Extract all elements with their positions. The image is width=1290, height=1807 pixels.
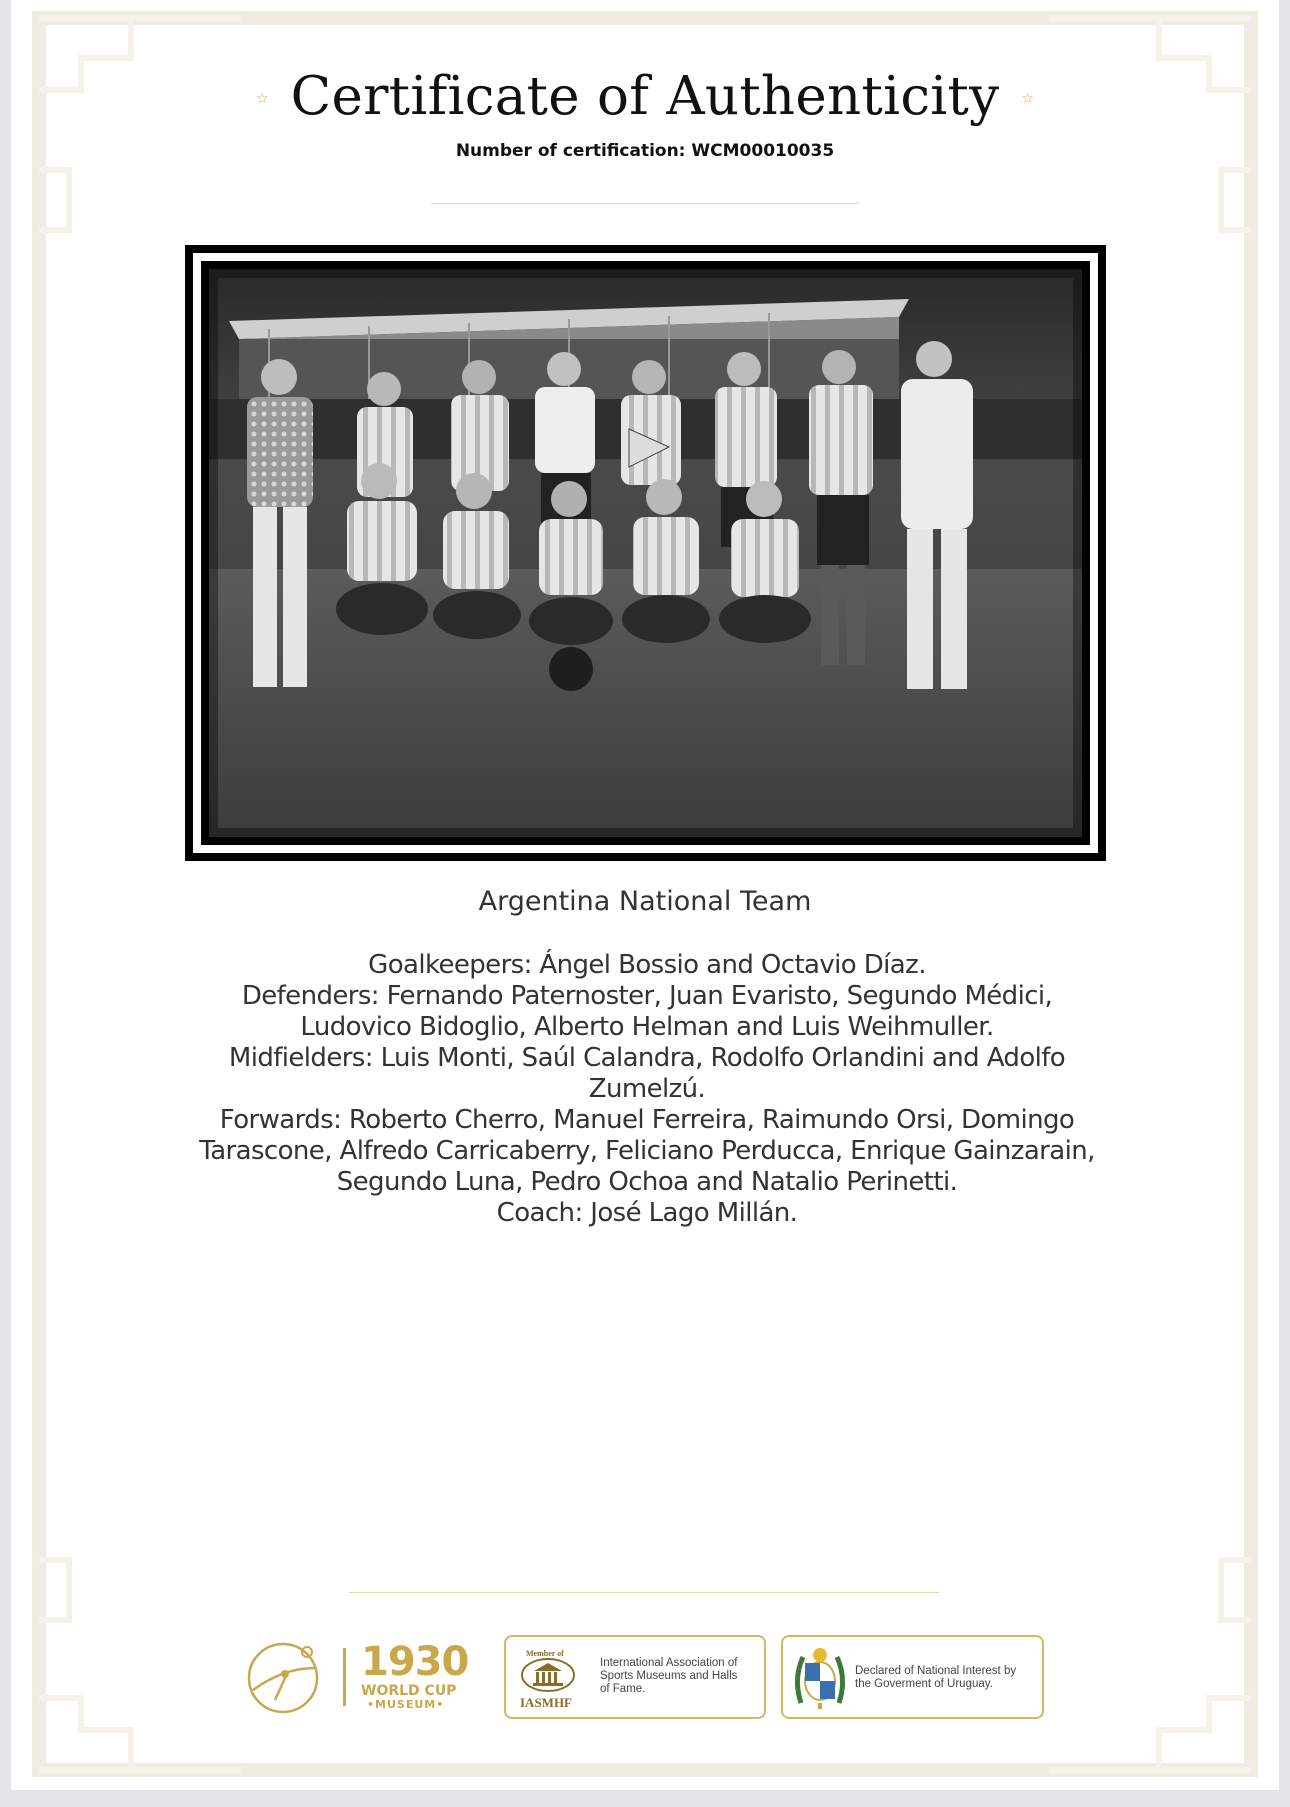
roster-line: Forwards: Roberto Cherro, Manuel Ferreira, Raimundo Orsi, Domingo — [219, 1105, 1075, 1135]
team-photo-illustration — [209, 269, 1082, 837]
uruguay-coat-of-arms-icon — [791, 1643, 849, 1713]
uruguay-line: Declared of National Interest by — [855, 1665, 1017, 1677]
roster-line: Ludovico Bidoglio, Alberto Helman and Luis Weihmuller. — [300, 1012, 994, 1042]
certificate-page — [11, 0, 1279, 1790]
roster-line: Segundo Luna, Pedro Ochoa and Natalio Perinetti. — [336, 1167, 958, 1197]
certification-number: Number of certification: WCM00010035 — [455, 141, 835, 161]
iasmhf-line: Sports Museums and Halls — [600, 1670, 738, 1682]
iasmhf-line: International Association of — [600, 1657, 738, 1669]
roster-line: Defenders: Fernando Paternoster, Juan Evaristo, Segundo Médici, — [241, 981, 1053, 1011]
museum-logo — [243, 1638, 483, 1718]
iasmhf-description — [600, 1657, 737, 1696]
iasmhf-acronym: IASMHF — [520, 1695, 572, 1710]
team-heading: Argentina National Team — [478, 886, 812, 917]
roster-line: Midfielders: Luis Monti, Saúl Calandra, Rodolfo Orlandini and Adolfo — [228, 1043, 1066, 1073]
roster-line: Zumelzú. — [588, 1074, 706, 1104]
iasmhf-line: of Fame. — [600, 1683, 646, 1695]
roster-line: Tarascone, Alfredo Carricaberry, Feliciano Perducca, Enrique Gainzarain, — [199, 1136, 1095, 1166]
logo-year: 1930 — [361, 1639, 469, 1685]
uruguay-line: the Goverment of Uruguay. — [855, 1678, 993, 1690]
member-of-label: Member of — [526, 1649, 564, 1658]
logo-separator — [343, 1648, 346, 1706]
photo-frame — [185, 245, 1106, 861]
divider — [431, 203, 859, 204]
roster-line: Goalkeepers: Ángel Bossio and Octavio Díaz. — [368, 950, 926, 980]
page-title: Certificate of Authenticity — [290, 66, 1000, 127]
footer-divider — [349, 1592, 939, 1593]
star-icon: ☆ — [1021, 90, 1034, 107]
logo-line2: •MUSEUM• — [367, 1698, 445, 1711]
logo-line1: WORLD CUP — [361, 1683, 457, 1699]
team-roster — [187, 950, 1107, 1229]
iasmhf-badge — [504, 1635, 766, 1719]
team-photo — [209, 269, 1082, 837]
museum-emblem-icon — [243, 1638, 325, 1718]
uruguay-badge — [781, 1635, 1044, 1719]
title-row — [11, 66, 1279, 127]
uruguay-description — [855, 1665, 1016, 1691]
museum-building-icon — [520, 1657, 576, 1693]
star-icon: ☆ — [256, 90, 269, 107]
roster-line: Coach: José Lago Millán. — [496, 1198, 798, 1228]
